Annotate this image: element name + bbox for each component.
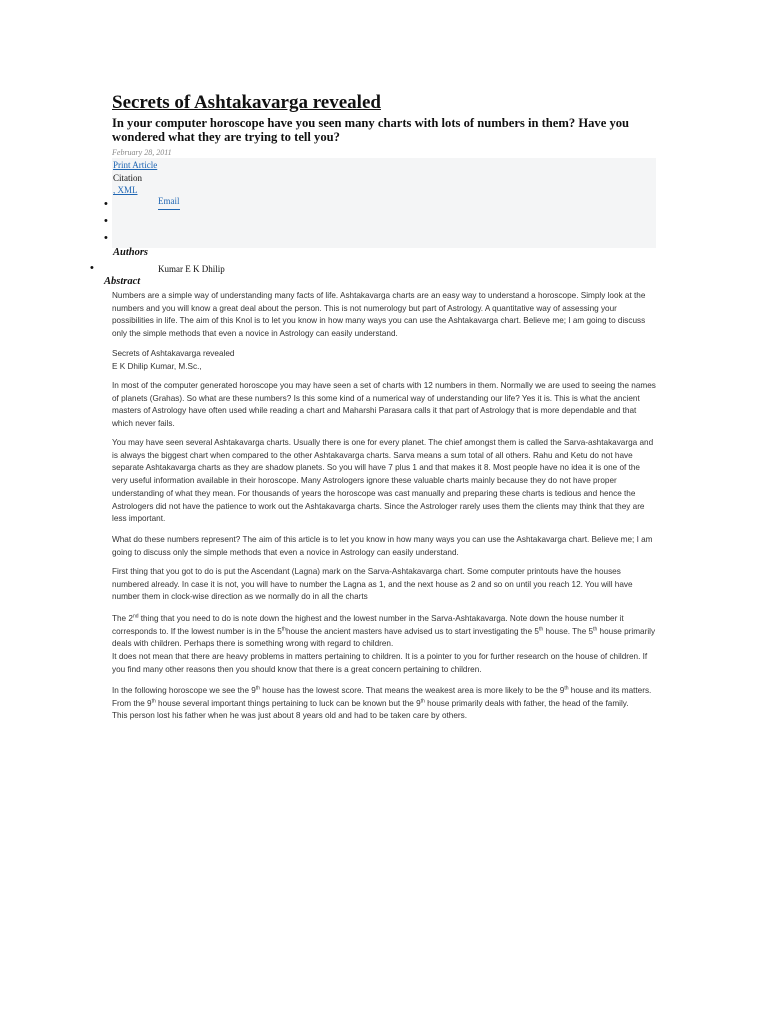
body-paragraph-5 xyxy=(112,613,657,677)
article-tools-panel xyxy=(112,158,656,248)
authors-heading: Authors xyxy=(113,247,149,258)
email-link[interactable]: Email xyxy=(158,196,180,210)
tools-bullet-1: • xyxy=(104,198,108,210)
paragraph-6-followup: This person lost his father when he was just about 8 years old and had to be taken care by others. xyxy=(112,711,468,721)
xml-link[interactable]: , XML xyxy=(113,185,138,195)
paragraph-5-followup: It does not mean that there are heavy problems in matters pertaining to children. It is a pointer to you for further research on the house of children. If you find many other reasons then you should know that there is a great concern pertaining to children. xyxy=(112,652,648,674)
body-paragraph-3: What do these numbers represent? The aim of this article is to let you know in how many ways you can use the Ashtakavarga chart. Believe me; I am going to discuss only the simple methods that even a novice in Astrology can easily understand. xyxy=(112,535,653,557)
article-subtitle: In your computer horoscope have you seen many charts with lots of numbers in them? Have you wondered what they are trying to tell you? xyxy=(112,116,630,144)
byline-title: Secrets of Ashtakavarga revealed xyxy=(112,349,235,358)
body-paragraph-6 xyxy=(112,685,657,723)
abstract-text: Numbers are a simple way of understanding many facts of life. Ashtakavarga charts are an easy way to understand a horoscope. Simply look at the numbers and you will know a great deal about the person. This is not numerology but part of Astrology. A quantitative way of assessing your possibilities in life. The aim of this Knol is to let you know in how many ways you can use the Ashtakavarga chart. Believe me; I am going to discuss only the simple methods that even a novice in Astrology can easily understand. xyxy=(112,291,646,339)
byline-author: E K Dhilip Kumar, M.Sc., xyxy=(112,361,202,371)
authors-bullet: • xyxy=(90,262,94,274)
citation-label: Citation xyxy=(113,173,142,183)
abstract-heading: Abstract xyxy=(104,276,141,287)
body-paragraph-1: In most of the computer generated horoscope you may have seen a set of charts with 12 numbers in them. Normally we are used to seeing the names of planets (Grahas). So what are these numbers? Is this some kind of a numerical way of understanding our life? Yes it is. This is what the ancient masters of Astrology have often used while reading a chart and Maharshi Parasara calls it that part of Astrology that is more dependable and that which never fails. xyxy=(112,381,656,429)
byline xyxy=(112,348,657,373)
article-date: February 28, 2011 xyxy=(112,148,172,157)
body-paragraph-2: You may have seen several Ashtakavarga charts. Usually there is one for every planet. The chief amongst them is called the Sarva-ashtakavarga and is always the biggest chart when compared to the other Ashtakavarga charts. Sarva means a sum total of all others. Rahu and Ketu do not have separate Ashtakavarga charts as they are shadow planets. So you will have 7 plus 1 and that makes it 8. Most people have no idea it is one of the very useful information available in their horoscope. Many Astrologers ignore these valuable charts mainly because they do not have proper understanding of what they mean. For thousands of years the horoscope was cast manually and preparing these charts is tedious and hence the Astrologers did not have the patience to work out the Ashtakavarga charts. Since the Astrologer rarely uses them the clients may think that they are less important. xyxy=(112,438,654,524)
paragraph-6-lines: In the following horoscope we see the 9th house has the lowest score. That means the weakest area is more likely to be the 9th house and its matters. From the 9th house several important things pertaining to luck can be known but the 9th house primarily deals with father, the head of the family. xyxy=(112,685,652,708)
body-paragraph-4: First thing that you got to do is put the Ascendant (Lagna) mark on the Sarva-Ashtakavarga chart. Some computer printouts have the houses numbered already. In case it is not, you will have to number the Lagna as 1, and the next house as 2 and so on until you reach 12. You will have number them in clock-wise direction as we normally do in all the charts xyxy=(112,567,633,602)
author-name: Kumar E K Dhilip xyxy=(158,264,225,274)
article-title: Secrets of Ashtakavarga revealed xyxy=(112,92,381,113)
tools-bullet-2: • xyxy=(104,215,108,227)
paragraph-5-lines: The 2nd thing that you need to do is note down the highest and the lowest number in the Sarva-Ashtakavarga. Note down the house number it corresponds to. If the lowest number is in the 5thhouse the ancient masters have advised us to start investigating the 5th house. The 5th house primarily deals with children. Perhaps there is something wrong with regard to children. xyxy=(112,613,656,649)
tools-bullet-3: • xyxy=(104,232,108,244)
print-article-link[interactable]: Print Article xyxy=(113,160,158,170)
